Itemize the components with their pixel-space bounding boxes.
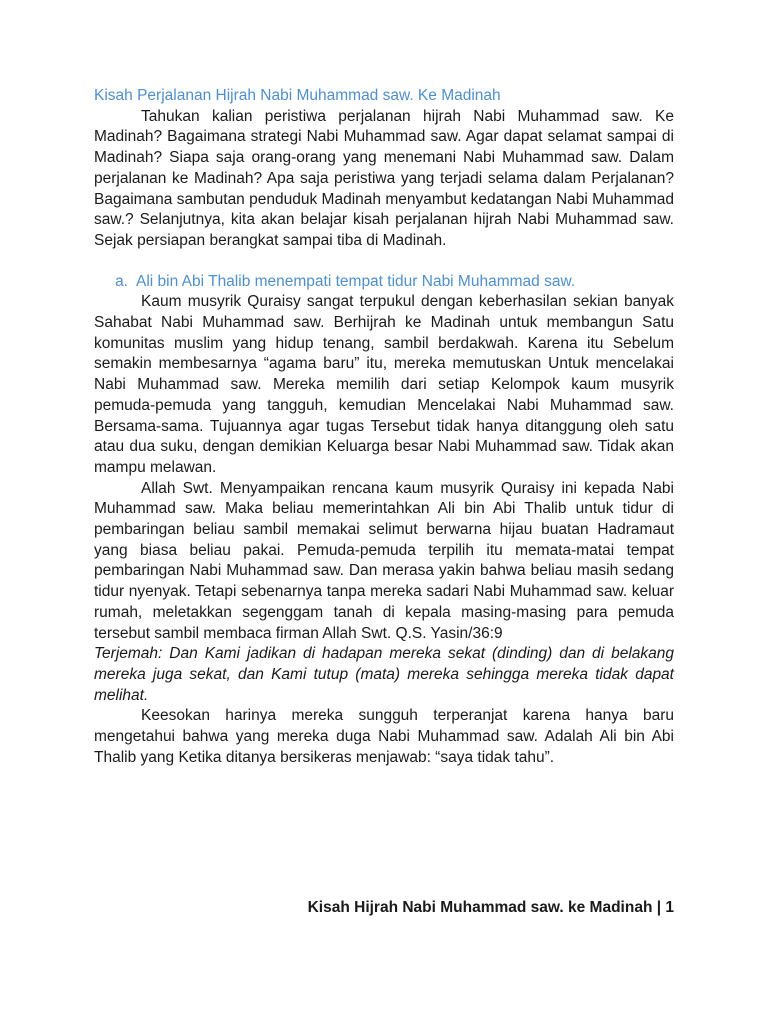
translation-paragraph: Terjemah: Dan Kami jadikan di hadapan mereka sekat (dinding) dan di belakang mereka juga sekat, dan Kami tutup (mata) mereka sehingga mereka tidak dapat melihat. (94, 645, 674, 704)
section-heading-text: Ali bin Abi Thalib menempati tempat tidur Nabi Muhammad saw. (136, 272, 576, 290)
section-heading (88, 272, 674, 293)
body-paragraph: Allah Swt. Menyampaikan rencana kaum musyrik Quraisy ini kepada Nabi Muhammad saw. Maka beliau memerintahkan Ali bin Abi Thalib untuk tidur di pembaringan beliau sambil memakai selimut berwarna hijau buatan Hadramaut yang biasa beliau pakai. Pemuda-pemuda terpilih itu memata-matai tempat pembaringan Nabi Muhammad saw. Dan merasa yakin bahwa beliau masih sedang tidur nyenyak. Tetapi sebenarnya tanpa mereka sadari Nabi Muhammad saw. keluar rumah, meletakkan segenggam tanah di kepala masing-masing para pemuda tersebut sambil membaca firman Allah Swt. Q.S. Yasin/36:9 (94, 479, 674, 642)
spacer (94, 252, 674, 272)
intro-paragraph: Tahukan kalian peristiwa perjalanan hijrah Nabi Muhammad saw. Ke Madinah? Bagaimana strategi Nabi Muhammad saw. Agar dapat selamat sampai di Madinah? Siapa saja orang-orang yang menemani Nabi Muhammad saw. Dalam perjalanan ke Madinah? Apa saja peristiwa yang terjadi selama dalam Perjalanan? Bagaimana sambutan penduduk Madinah menyambut kedatangan Nabi Muhammad saw.? Selanjutnya, kita akan belajar kisah perjalanan hijrah Nabi Muhammad saw. Sejak persiapan berangkat sampai tiba di Madinah. (94, 107, 674, 249)
body-paragraph: Kaum musyrik Quraisy sangat terpukul dengan keberhasilan sekian banyak Sahabat Nabi Muhammad saw. Berhijrah ke Madinah untuk membangun Satu komunitas muslim yang hidup tenang, sambil berdakwah. Karena itu Sebelum semakin membesarnya “agama baru” itu, mereka memutuskan Untuk mencelakai Nabi Muhammad saw. Mereka memilih dari setiap Kelompok kaum musyrik pemuda-pemuda yang tangguh, kemudian Mencelakai Nabi Muhammad saw. Bersama-sama. Tujuannya agar tugas Tersebut tidak hanya ditanggung oleh satu atau dua suku, dengan demikian Keluarga besar Nabi Muhammad saw. Tidak akan mampu melawan. (94, 293, 674, 476)
document-title: Kisah Perjalanan Hijrah Nabi Muhammad saw. Ke Madinah (94, 87, 501, 104)
page-footer: Kisah Hijrah Nabi Muhammad saw. ke Madinah | 1 (307, 899, 674, 916)
closing-paragraph: Keesokan harinya mereka sungguh terperanjat karena hanya baru mengetahui bahwa yang mereka duga Nabi Muhammad saw. Adalah Ali bin Abi Thalib yang Ketika ditanya bersikeras menjawab: “saya tidak tahu”. (94, 707, 674, 766)
page-content (94, 86, 674, 769)
section-marker: a. (115, 272, 128, 290)
